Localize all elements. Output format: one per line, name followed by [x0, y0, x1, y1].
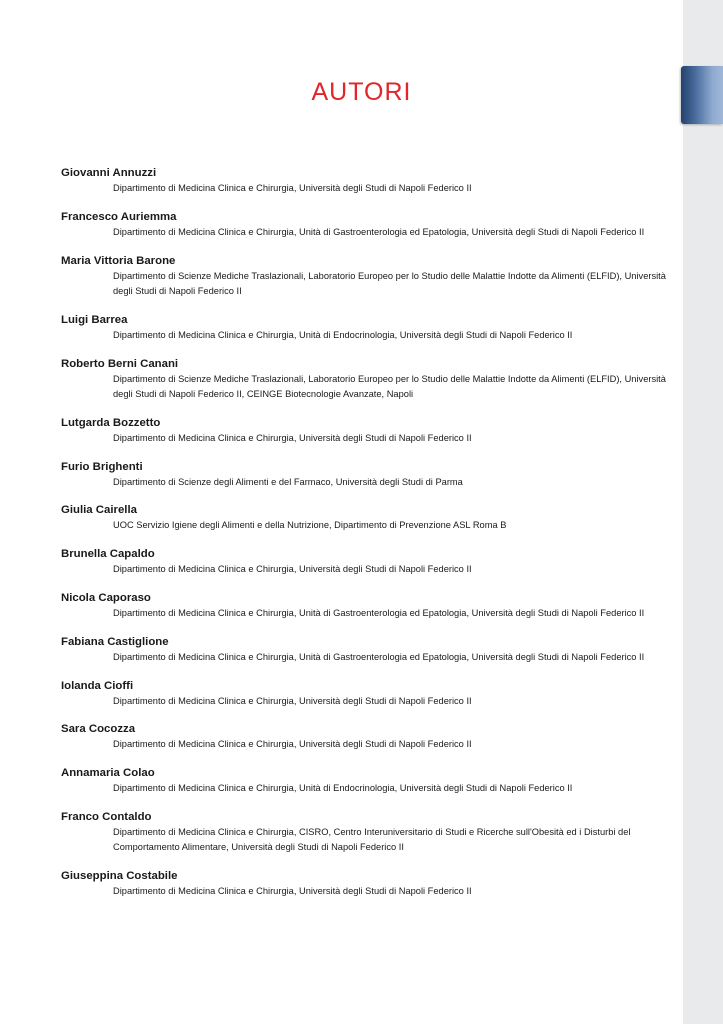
author-name: Iolanda Cioffi	[61, 679, 134, 692]
page-edge-strip	[683, 0, 723, 1024]
author-name: Sara Cocozza	[61, 723, 136, 736]
author-entry	[61, 766, 666, 796]
author-name: Giulia Cairella	[61, 504, 137, 517]
author-name: Nicola Caporaso	[61, 591, 151, 604]
author-list	[61, 166, 666, 913]
author-entry	[61, 313, 666, 343]
author-entry	[61, 547, 666, 577]
author-entry	[61, 591, 666, 621]
author-affiliation: Dipartimento di Scienze Mediche Traslazionali, Laboratorio Europeo per lo Studio delle Malattie Indotte da Alimenti (ELFID), Università degli Studi di Napoli Federico II, CEINGE Biotecnologie Avanzate, Napoli	[113, 373, 666, 399]
author-affiliation: Dipartimento di Medicina Clinica e Chirurgia, Università degli Studi di Napoli Federico II	[113, 886, 472, 897]
author-name: Roberto Berni Canani	[61, 357, 179, 370]
page-title: AUTORI	[311, 78, 412, 106]
author-name: Lutgarda Bozzetto	[61, 416, 161, 429]
author-affiliation: Dipartimento di Medicina Clinica e Chirurgia, Unità di Gastroenterologia ed Epatologia, Università degli Studi di Napoli Federico II	[113, 651, 645, 662]
author-entry	[61, 166, 666, 196]
author-affiliation: Dipartimento di Scienze Mediche Traslazionali, Laboratorio Europeo per lo Studio delle Malattie Indotte da Alimenti (ELFID), Università degli Studi di Napoli Federico II	[113, 270, 666, 296]
author-entry	[61, 869, 666, 899]
author-affiliation: Dipartimento di Medicina Clinica e Chirurgia, CISRO, Centro Interuniversitario di Studi e Ricerche sull'Obesità ed i Disturbi del Comportamento Alimentare, Università degli Studi di Napoli Federico II	[113, 826, 631, 853]
author-entry	[61, 210, 666, 240]
author-entry	[61, 460, 666, 490]
author-affiliation: Dipartimento di Medicina Clinica e Chirurgia, Università degli Studi di Napoli Federico II	[113, 432, 472, 443]
author-name: Francesco Auriemma	[61, 210, 177, 223]
author-affiliation: Dipartimento di Medicina Clinica e Chirurgia, Unità di Gastroenterologia ed Epatologia, Università degli Studi di Napoli Federico II	[113, 607, 645, 618]
author-affiliation: Dipartimento di Medicina Clinica e Chirurgia, Università degli Studi di Napoli Federico II	[113, 564, 472, 575]
author-affiliation: Dipartimento di Medicina Clinica e Chirurgia, Unità di Endocrinologia, Università degli Studi di Napoli Federico II	[113, 329, 573, 340]
author-affiliation: Dipartimento di Medicina Clinica e Chirurgia, Università degli Studi di Napoli Federico II	[113, 183, 472, 193]
author-entry	[61, 416, 666, 446]
author-affiliation: Dipartimento di Medicina Clinica e Chirurgia, Università degli Studi di Napoli Federico II	[113, 739, 472, 750]
author-affiliation: Dipartimento di Medicina Clinica e Chirurgia, Unità di Endocrinologia, Università degli Studi di Napoli Federico II	[113, 783, 573, 794]
author-name: Fabiana Castiglione	[61, 635, 169, 648]
author-name: Giovanni Annuzzi	[61, 167, 157, 179]
author-entry	[61, 503, 666, 533]
author-entry	[61, 635, 666, 665]
author-name: Giuseppina Costabile	[61, 870, 178, 883]
author-entry	[61, 679, 666, 709]
author-entry	[61, 254, 666, 300]
author-name: Brunella Capaldo	[61, 548, 155, 561]
author-affiliation: Dipartimento di Medicina Clinica e Chirurgia, Università degli Studi di Napoli Federico II	[113, 695, 472, 706]
author-entry	[61, 357, 666, 403]
author-affiliation: UOC Servizio Igiene degli Alimenti e della Nutrizione, Dipartimento di Prevenzione ASL Roma B	[113, 520, 507, 531]
author-entry	[61, 810, 666, 856]
author-name: Annamaria Colao	[61, 767, 155, 780]
author-affiliation: Dipartimento di Scienze degli Alimenti e del Farmaco, Università degli Studi di Parma	[113, 476, 463, 487]
author-entry	[61, 722, 666, 752]
author-affiliation: Dipartimento di Medicina Clinica e Chirurgia, Unità di Gastroenterologia ed Epatologia, Università degli Studi di Napoli Federico II	[113, 226, 645, 237]
author-name: Franco Contaldo	[61, 810, 152, 823]
author-name: Luigi Barrea	[61, 313, 128, 326]
author-name: Furio Brighenti	[61, 460, 143, 473]
author-name: Maria Vittoria Barone	[61, 254, 176, 267]
